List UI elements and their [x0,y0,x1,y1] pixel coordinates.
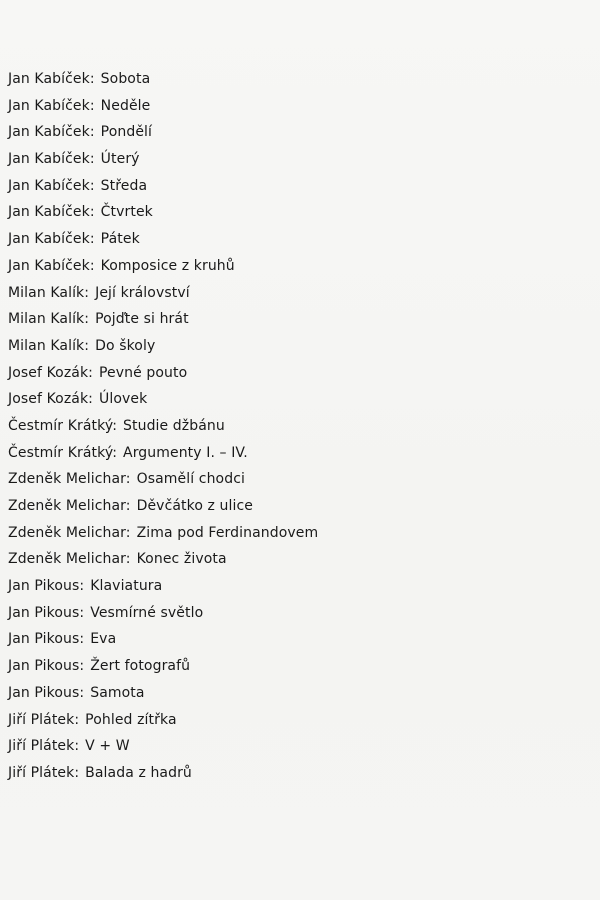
list-item [8,733,318,760]
list-item [8,760,318,787]
separator: : [84,284,90,301]
list-item [8,680,318,707]
work-title: Osamělí chodci [136,471,245,488]
list-item [8,546,318,573]
author-name: Jan Kabíček [8,257,90,274]
author-name: Jan Kabíček [8,124,90,141]
author-name: Josef Kozák [8,391,89,408]
list-item [8,306,318,333]
separator: : [125,471,131,488]
separator: : [79,631,85,648]
separator: : [125,551,131,568]
work-title: Úterý [100,151,140,168]
author-name: Jan Kabíček [8,97,90,114]
separator: : [125,498,131,514]
separator: : [125,524,131,541]
work-title: Zima pod Ferdinandovem [136,524,319,541]
author-name: Milan Kalík [8,337,85,354]
separator: : [89,97,95,114]
author-name: Jan Pikous [8,578,80,595]
list-item [8,653,318,680]
list-item [8,466,318,493]
work-title: Vesmírné světlo [90,604,204,621]
work-title: Neděle [100,97,151,114]
work-title: Úlovek [99,391,148,408]
separator: : [88,364,93,381]
separator: : [84,337,90,354]
list-item [8,600,318,627]
separator: : [112,417,118,434]
author-name: Jan Kabíček [8,151,90,168]
separator: : [89,151,95,168]
author-name: Jan Kabíček [8,71,90,87]
separator: : [74,764,80,781]
list-item [8,280,318,307]
work-title: Středa [100,177,148,194]
separator: : [79,684,85,701]
separator: : [89,204,95,221]
author-name: Jiří Plátek [8,738,75,755]
separator: : [89,257,95,274]
author-name: Jan Kabíček [8,177,90,194]
author-name: Čestmír Krátký [8,417,113,434]
list-item [8,360,318,387]
work-title: Pohled zítřka [85,711,177,728]
author-name: Zdeněk Melichar [8,471,126,488]
author-name: Jan Pikous [8,658,80,675]
work-title: Žert fotografů [90,658,191,675]
separator: : [79,604,85,621]
separator: : [89,124,95,141]
list-item [8,66,318,93]
work-title: Eva [90,631,117,648]
list-item [8,173,318,200]
list-item [8,626,318,653]
separator: : [79,658,85,675]
author-name: Milan Kalík [8,284,85,301]
separator: : [88,391,93,408]
author-name: Jiří Plátek [8,764,75,781]
work-title: Konec života [136,551,227,568]
work-title: Do školy [95,337,156,354]
author-name: Jan Kabíček [8,231,90,248]
list-item [8,333,318,360]
work-title: Argumenty I. – IV. [123,444,248,461]
list-item [8,93,318,120]
work-title: Čtvrtek [100,204,153,221]
list-item [8,520,318,547]
author-name: Čestmír Krátký [8,444,113,461]
author-name: Zdeněk Melichar [8,524,126,541]
work-title: Děvčátko z ulice [136,498,254,514]
list-item [8,493,318,520]
separator: : [89,177,95,194]
work-title: Klaviatura [90,578,163,595]
separator: : [84,311,90,328]
list-item [8,253,318,280]
author-name: Jan Pikous [8,684,80,701]
author-name: Jan Pikous [8,631,80,648]
work-title: Pátek [100,231,140,248]
work-title: Balada z hadrů [85,764,192,781]
work-title: Samota [90,684,145,701]
work-title: Její království [95,284,190,301]
work-title: Sobota [100,71,151,87]
author-name: Josef Kozák [8,364,89,381]
separator: : [74,738,80,755]
separator: : [89,231,95,248]
list-item [8,573,318,600]
work-title: Pondělí [100,124,153,141]
list-item [8,226,318,253]
work-title: Pojďte si hrát [95,311,189,328]
list-item [8,386,318,413]
list-item [8,119,318,146]
list-item [8,440,318,467]
list-item [8,199,318,226]
author-name: Milan Kalík [8,311,85,328]
photo-list [8,66,318,787]
work-title: Pevné pouto [99,364,188,381]
separator: : [89,71,95,87]
author-name: Zdeněk Melichar [8,498,126,514]
work-title: V + W [85,738,130,755]
list-item [8,707,318,734]
separator: : [79,578,85,595]
separator: : [112,444,118,461]
work-title: Komposice z kruhů [100,257,235,274]
work-title: Studie džbánu [123,417,225,434]
separator: : [74,711,80,728]
author-name: Jan Pikous [8,604,80,621]
author-name: Jan Kabíček [8,204,90,221]
list-item [8,413,318,440]
author-name: Jiří Plátek [8,711,75,728]
list-item [8,146,318,173]
author-name: Zdeněk Melichar [8,551,126,568]
